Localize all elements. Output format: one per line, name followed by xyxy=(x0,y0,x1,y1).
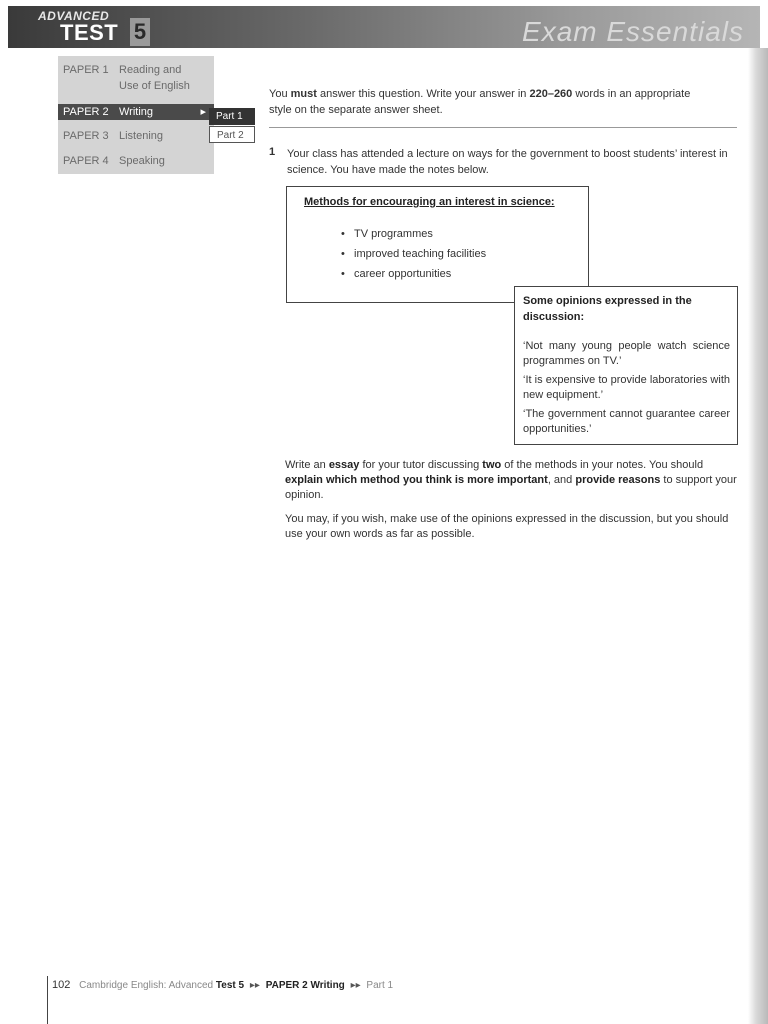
footer-book: Cambridge English: Advanced xyxy=(79,980,214,991)
opinions-title: Some opinions expressed in the discussion: xyxy=(523,295,692,323)
opinion-quote: ‘The government cannot guarantee career opportunities.’ xyxy=(523,408,730,435)
note-item: • TV programmes xyxy=(341,224,486,244)
series-label: ADVANCED xyxy=(38,9,110,23)
task-note-paragraph: You may, if you wish, make use of the opinions expressed in the discussion, but you should use your own words as far as possible. xyxy=(285,513,729,540)
paper-menu xyxy=(58,56,214,174)
footer-arrows-icon: ▸▸ xyxy=(249,980,260,991)
opinion-quote: ‘Not many young people watch science programmes on TV.’ xyxy=(523,340,730,367)
footer-test: Test 5 xyxy=(215,980,245,991)
menu-item-paper-2[interactable]: PAPER 2 Writing ▸ xyxy=(58,104,214,120)
footer-section: Writing xyxy=(310,980,345,991)
test-label: TEST xyxy=(60,20,119,45)
test-number: 5 xyxy=(130,18,150,46)
question-number: 1 xyxy=(269,146,276,158)
notes-title: Methods for encouraging an interest in science: xyxy=(304,196,555,208)
footer-paper: PAPER 2 xyxy=(265,980,308,991)
opinions-box xyxy=(514,286,738,445)
part-1-tab[interactable]: Part 1 xyxy=(209,108,255,125)
header-book-title: Exam Essentials xyxy=(522,16,744,47)
notes-list xyxy=(341,224,486,284)
footer-part: Part 1 xyxy=(366,980,394,991)
task-instructions: You must answer this question. Write your answer in 220–260 words in an appropriate style on the separate answer sheet. xyxy=(269,88,691,116)
page-number: 102 xyxy=(52,979,71,991)
note-item: • improved teaching facilities xyxy=(341,244,486,264)
footer-rule xyxy=(47,976,48,1024)
submenu-arrow-icon: ▸ xyxy=(200,106,206,118)
menu-item-paper-4[interactable]: PAPER 4 Speaking xyxy=(63,155,165,167)
page-edge-shadow xyxy=(748,48,768,1024)
divider xyxy=(269,127,737,128)
part-2-tab[interactable]: Part 2 xyxy=(209,126,255,143)
question-text: Your class has attended a lecture on ways for the government to boost students’ interest in science. You have made the notes below. xyxy=(287,148,728,176)
task-paragraph: Write an essay for your tutor discussing two of the methods in your notes. You should explain which method you think is more important, and provide reasons to support your opinion. xyxy=(285,459,737,501)
page-footer xyxy=(52,979,393,991)
menu-item-paper-3[interactable]: PAPER 3 Listening xyxy=(63,130,164,142)
footer-arrows-icon: ▸▸ xyxy=(350,980,361,991)
opinion-quote: ‘It is expensive to provide laboratories with new equipment.’ xyxy=(523,374,730,401)
note-item: • career opportunities xyxy=(341,264,486,284)
menu-item-paper-1[interactable]: PAPER 1 Reading and Use of English xyxy=(63,64,190,92)
page-header xyxy=(8,6,760,48)
